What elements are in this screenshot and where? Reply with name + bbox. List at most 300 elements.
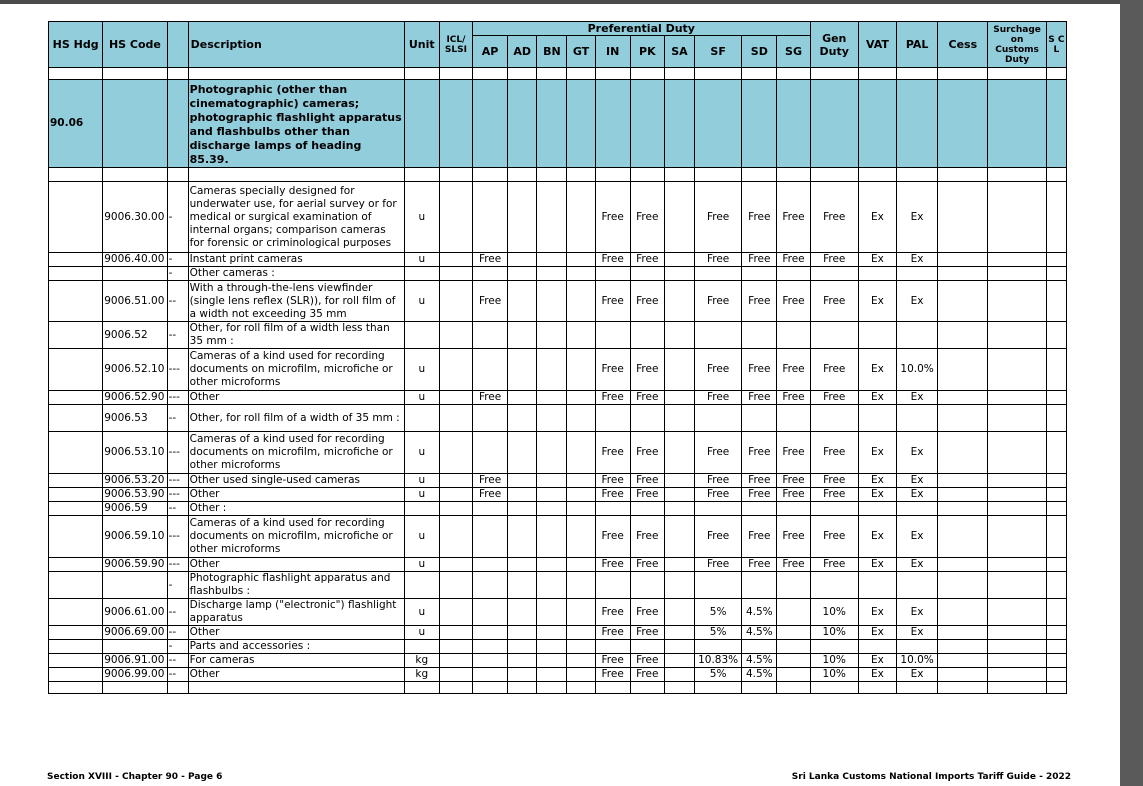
row-surcharge (988, 516, 1046, 558)
row-pref-sf: Free (695, 182, 742, 253)
row-pref-sf: 5% (695, 668, 742, 682)
row-pref-gt (567, 626, 595, 640)
row-pref-ad (508, 474, 537, 488)
row-gen-duty (810, 640, 858, 654)
row-pref-in (595, 502, 630, 516)
row-pref-bn (537, 182, 567, 253)
row-dash: - (167, 253, 188, 267)
row-pal (897, 640, 938, 654)
row-pref-ap (473, 640, 508, 654)
row-scl (1046, 432, 1066, 474)
row-vat (858, 502, 896, 516)
heading-description: Photographic (other than cinematographic) cameras; photographic flashlight apparatus and flashbulbs other than discharge lamps of heading 85.39. (188, 80, 404, 168)
row-pref-ad (508, 391, 537, 405)
row-dash: - (167, 572, 188, 599)
row-cess (938, 474, 988, 488)
table-row (49, 572, 1067, 599)
row-hs-hdg (49, 267, 103, 281)
row-pref-pk (630, 322, 664, 349)
row-pal: Ex (897, 558, 938, 572)
row-pref-sf: Free (695, 391, 742, 405)
row-hs-code (103, 267, 167, 281)
row-pref-sa (664, 391, 694, 405)
row-pref-sf: 5% (695, 626, 742, 640)
row-gen-duty: Free (810, 432, 858, 474)
row-pal: Ex (897, 253, 938, 267)
row-pref-sa (664, 432, 694, 474)
row-dash: -- (167, 405, 188, 432)
row-pref-sf: 10.83% (695, 654, 742, 668)
row-unit (404, 322, 439, 349)
row-hs-hdg (49, 668, 103, 682)
row-pref-sg (777, 405, 810, 432)
footer-guide-title: Sri Lanka Customs National Imports Tariff Guide - 2022 (791, 772, 1071, 782)
row-unit: u (404, 626, 439, 640)
row-pref-gt (567, 474, 595, 488)
row-vat: Ex (858, 488, 896, 502)
row-pref-sa (664, 558, 694, 572)
row-pref-ap: Free (473, 253, 508, 267)
row-scl (1046, 322, 1066, 349)
row-scl (1046, 626, 1066, 640)
row-icl-slsi (439, 281, 472, 322)
row-hs-hdg (49, 488, 103, 502)
row-icl-slsi (439, 599, 472, 626)
row-surcharge (988, 182, 1046, 253)
row-unit: u (404, 558, 439, 572)
col-pref-sa: SA (664, 36, 694, 68)
row-pref-gt (567, 322, 595, 349)
row-gen-duty: Free (810, 474, 858, 488)
row-pref-in: Free (595, 182, 630, 253)
row-pal (897, 405, 938, 432)
table-body (49, 68, 1067, 694)
col-icl-slsi: ICL/ SLSI (439, 22, 472, 68)
row-pref-pk: Free (630, 349, 664, 391)
row-dash: -- (167, 281, 188, 322)
row-surcharge (988, 668, 1046, 682)
row-vat: Ex (858, 182, 896, 253)
row-hs-code: 9006.91.00 (103, 654, 167, 668)
row-hs-hdg (49, 405, 103, 432)
col-pref-gt: GT (567, 36, 595, 68)
row-vat (858, 640, 896, 654)
col-pref-pk: PK (630, 36, 664, 68)
row-pref-bn (537, 572, 567, 599)
row-hs-hdg (49, 626, 103, 640)
row-pref-ad (508, 640, 537, 654)
row-pal: Ex (897, 391, 938, 405)
row-description: Cameras of a kind used for recording documents on microfilm, microfiche or other microforms (188, 516, 404, 558)
row-pref-sa (664, 599, 694, 626)
row-pref-sa (664, 349, 694, 391)
row-description: Photographic flashlight apparatus and flashbulbs : (188, 572, 404, 599)
col-pref-ad: AD (508, 36, 537, 68)
row-scl (1046, 516, 1066, 558)
row-pal: Ex (897, 182, 938, 253)
row-pref-pk: Free (630, 626, 664, 640)
row-pref-sd (742, 640, 777, 654)
row-hs-hdg (49, 322, 103, 349)
row-pref-ad (508, 668, 537, 682)
row-vat: Ex (858, 349, 896, 391)
row-surcharge (988, 558, 1046, 572)
row-gen-duty: Free (810, 558, 858, 572)
row-description: Other, for roll film of a width less than 35 mm : (188, 322, 404, 349)
row-pref-in: Free (595, 281, 630, 322)
row-cess (938, 349, 988, 391)
row-cess (938, 668, 988, 682)
row-cess (938, 626, 988, 640)
row-pref-ap: Free (473, 391, 508, 405)
heading-row (49, 80, 1067, 168)
table-row (49, 182, 1067, 253)
row-hs-hdg (49, 432, 103, 474)
row-pref-sa (664, 267, 694, 281)
row-hs-hdg (49, 599, 103, 626)
row-pref-ap (473, 267, 508, 281)
row-surcharge (988, 349, 1046, 391)
spacer-row (49, 68, 1067, 80)
col-preferential-duty: Preferential Duty (473, 22, 811, 36)
row-cess (938, 432, 988, 474)
row-pref-pk: Free (630, 432, 664, 474)
row-scl (1046, 668, 1066, 682)
table-row (49, 432, 1067, 474)
row-surcharge (988, 432, 1046, 474)
row-gen-duty (810, 405, 858, 432)
row-unit: u (404, 182, 439, 253)
row-pref-in (595, 322, 630, 349)
row-pref-sd: Free (742, 253, 777, 267)
row-pref-sa (664, 572, 694, 599)
row-vat: Ex (858, 253, 896, 267)
row-surcharge (988, 599, 1046, 626)
row-unit: u (404, 253, 439, 267)
row-scl (1046, 488, 1066, 502)
row-pref-ad (508, 572, 537, 599)
row-pref-gt (567, 253, 595, 267)
row-pref-bn (537, 502, 567, 516)
row-pref-ad (508, 322, 537, 349)
table-row (49, 599, 1067, 626)
row-hs-hdg (49, 558, 103, 572)
col-unit: Unit (404, 22, 439, 68)
row-gen-duty: 10% (810, 668, 858, 682)
row-pal: Ex (897, 432, 938, 474)
row-pref-sg: Free (777, 488, 810, 502)
row-hs-code: 9006.99.00 (103, 668, 167, 682)
row-dash: - (167, 640, 188, 654)
row-pref-sd: Free (742, 474, 777, 488)
row-pref-sf: Free (695, 253, 742, 267)
row-description: For cameras (188, 654, 404, 668)
row-pref-sa (664, 516, 694, 558)
row-pref-sd: Free (742, 516, 777, 558)
row-pref-in (595, 267, 630, 281)
row-dash: --- (167, 558, 188, 572)
row-pal (897, 502, 938, 516)
row-surcharge (988, 267, 1046, 281)
col-pal: PAL (897, 22, 938, 68)
row-hs-hdg (49, 502, 103, 516)
row-hs-code: 9006.59.10 (103, 516, 167, 558)
row-pref-sg (777, 572, 810, 599)
col-hs-hdg: HS Hdg (49, 22, 103, 68)
row-surcharge (988, 626, 1046, 640)
row-description: Parts and accessories : (188, 640, 404, 654)
row-icl-slsi (439, 253, 472, 267)
row-pref-ap (473, 558, 508, 572)
row-icl-slsi (439, 640, 472, 654)
col-scl: S C L (1046, 22, 1066, 68)
row-pref-sg (777, 640, 810, 654)
row-dash: --- (167, 349, 188, 391)
row-pref-bn (537, 391, 567, 405)
row-pref-in: Free (595, 668, 630, 682)
row-pref-gt (567, 405, 595, 432)
row-description: Other (188, 668, 404, 682)
row-vat: Ex (858, 668, 896, 682)
row-description: Other, for roll film of a width of 35 mm : (188, 405, 404, 432)
row-pref-ad (508, 599, 537, 626)
row-dash: -- (167, 654, 188, 668)
row-unit: u (404, 349, 439, 391)
row-pref-gt (567, 668, 595, 682)
col-surcharge: Surchage on Customs Duty (988, 22, 1046, 68)
row-pref-ap: Free (473, 474, 508, 488)
row-unit: u (404, 432, 439, 474)
col-hs-code: HS Code (103, 22, 167, 68)
row-pref-ap (473, 432, 508, 474)
row-hs-hdg (49, 640, 103, 654)
row-pref-sf: Free (695, 474, 742, 488)
row-vat: Ex (858, 654, 896, 668)
row-icl-slsi (439, 626, 472, 640)
row-pref-sa (664, 182, 694, 253)
row-pref-sd: 4.5% (742, 668, 777, 682)
row-unit: kg (404, 654, 439, 668)
row-pref-sd: Free (742, 558, 777, 572)
row-unit: u (404, 488, 439, 502)
row-pref-ap (473, 572, 508, 599)
row-pref-sg (777, 599, 810, 626)
row-description: Instant print cameras (188, 253, 404, 267)
row-surcharge (988, 322, 1046, 349)
row-pref-ap (473, 322, 508, 349)
row-pref-sf (695, 572, 742, 599)
row-pref-pk: Free (630, 516, 664, 558)
row-description: Other (188, 488, 404, 502)
row-surcharge (988, 474, 1046, 488)
row-vat: Ex (858, 558, 896, 572)
row-pal: Ex (897, 474, 938, 488)
row-pref-ap (473, 349, 508, 391)
row-vat: Ex (858, 516, 896, 558)
row-pref-sf (695, 322, 742, 349)
row-pref-ad (508, 516, 537, 558)
row-pref-sd: Free (742, 182, 777, 253)
row-pref-pk (630, 405, 664, 432)
row-pref-sd: 4.5% (742, 626, 777, 640)
row-hs-hdg (49, 516, 103, 558)
heading-hs-hdg: 90.06 (49, 80, 103, 168)
row-dash: --- (167, 432, 188, 474)
row-pref-sd (742, 405, 777, 432)
row-pref-sf: Free (695, 558, 742, 572)
row-unit (404, 502, 439, 516)
col-pref-sf: SF (695, 36, 742, 68)
row-dash: - (167, 267, 188, 281)
row-pref-ap (473, 599, 508, 626)
row-hs-hdg (49, 281, 103, 322)
row-hs-code: 9006.69.00 (103, 626, 167, 640)
row-scl (1046, 599, 1066, 626)
row-icl-slsi (439, 668, 472, 682)
row-cess (938, 405, 988, 432)
row-pref-pk (630, 572, 664, 599)
row-pref-ad (508, 502, 537, 516)
footer-section-label: Section XVIII - Chapter 90 - Page 6 (47, 772, 223, 782)
row-pref-in (595, 572, 630, 599)
row-pref-pk: Free (630, 488, 664, 502)
row-scl (1046, 474, 1066, 488)
row-scl (1046, 349, 1066, 391)
row-cess (938, 599, 988, 626)
row-description: Cameras of a kind used for recording documents on microfilm, microfiche or other microforms (188, 432, 404, 474)
col-pref-sg: SG (777, 36, 810, 68)
row-pal: 10.0% (897, 349, 938, 391)
row-pref-ad (508, 488, 537, 502)
row-dash: --- (167, 391, 188, 405)
row-pref-sg: Free (777, 349, 810, 391)
row-pref-sg: Free (777, 516, 810, 558)
row-pref-sg (777, 626, 810, 640)
row-pref-gt (567, 516, 595, 558)
row-hs-code (103, 640, 167, 654)
row-description: Discharge lamp ("electronic") flashlight apparatus (188, 599, 404, 626)
row-icl-slsi (439, 516, 472, 558)
row-pref-bn (537, 267, 567, 281)
table-row (49, 474, 1067, 488)
row-cess (938, 516, 988, 558)
row-icl-slsi (439, 182, 472, 253)
row-pref-ad (508, 405, 537, 432)
row-hs-code: 9006.51.00 (103, 281, 167, 322)
row-pref-sa (664, 654, 694, 668)
row-gen-duty: 10% (810, 654, 858, 668)
row-pref-sf: Free (695, 516, 742, 558)
row-cess (938, 640, 988, 654)
row-pref-in: Free (595, 391, 630, 405)
row-hs-hdg (49, 654, 103, 668)
row-hs-code: 9006.53.90 (103, 488, 167, 502)
viewer-scrollbar[interactable] (1120, 0, 1143, 786)
row-dash: --- (167, 516, 188, 558)
row-vat: Ex (858, 599, 896, 626)
row-pref-ad (508, 654, 537, 668)
row-pref-sd (742, 572, 777, 599)
row-pref-gt (567, 502, 595, 516)
row-pref-sf: Free (695, 349, 742, 391)
col-pref-sd: SD (742, 36, 777, 68)
row-pref-sf (695, 405, 742, 432)
row-dash: -- (167, 626, 188, 640)
row-hs-code: 9006.52.10 (103, 349, 167, 391)
row-pref-gt (567, 599, 595, 626)
row-surcharge (988, 391, 1046, 405)
row-pref-sf: Free (695, 488, 742, 502)
row-hs-hdg (49, 474, 103, 488)
row-unit (404, 640, 439, 654)
row-pref-gt (567, 488, 595, 502)
row-cess (938, 502, 988, 516)
row-hs-code: 9006.53.20 (103, 474, 167, 488)
row-pref-sa (664, 626, 694, 640)
row-icl-slsi (439, 488, 472, 502)
row-pref-pk: Free (630, 182, 664, 253)
row-gen-duty (810, 502, 858, 516)
row-pal: Ex (897, 488, 938, 502)
row-scl (1046, 502, 1066, 516)
row-pref-sg (777, 502, 810, 516)
row-pref-sa (664, 322, 694, 349)
row-vat: Ex (858, 432, 896, 474)
row-pref-bn (537, 626, 567, 640)
row-hs-code: 9006.52 (103, 322, 167, 349)
row-pref-pk: Free (630, 253, 664, 267)
row-scl (1046, 281, 1066, 322)
row-gen-duty: Free (810, 488, 858, 502)
row-pref-sg (777, 668, 810, 682)
table-row (49, 626, 1067, 640)
row-pref-sd: Free (742, 432, 777, 474)
row-pal: Ex (897, 599, 938, 626)
row-pref-ad (508, 558, 537, 572)
row-unit: u (404, 474, 439, 488)
row-icl-slsi (439, 572, 472, 599)
row-gen-duty: Free (810, 516, 858, 558)
row-vat (858, 405, 896, 432)
table-row (49, 488, 1067, 502)
row-vat (858, 572, 896, 599)
row-pref-ap (473, 502, 508, 516)
row-pref-sa (664, 668, 694, 682)
row-pref-gt (567, 267, 595, 281)
row-pref-gt (567, 432, 595, 474)
row-scl (1046, 640, 1066, 654)
row-pal (897, 267, 938, 281)
row-pref-in: Free (595, 516, 630, 558)
table-header (49, 22, 1067, 68)
row-unit: u (404, 516, 439, 558)
col-dash (167, 22, 188, 68)
row-scl (1046, 572, 1066, 599)
row-hs-code: 9006.53 (103, 405, 167, 432)
row-surcharge (988, 253, 1046, 267)
row-pref-gt (567, 654, 595, 668)
row-pref-pk: Free (630, 599, 664, 626)
row-pref-gt (567, 572, 595, 599)
row-icl-slsi (439, 432, 472, 474)
row-unit (404, 267, 439, 281)
row-pref-gt (567, 640, 595, 654)
row-pref-in: Free (595, 432, 630, 474)
row-pal (897, 322, 938, 349)
row-surcharge (988, 502, 1046, 516)
row-icl-slsi (439, 267, 472, 281)
row-hs-hdg (49, 182, 103, 253)
